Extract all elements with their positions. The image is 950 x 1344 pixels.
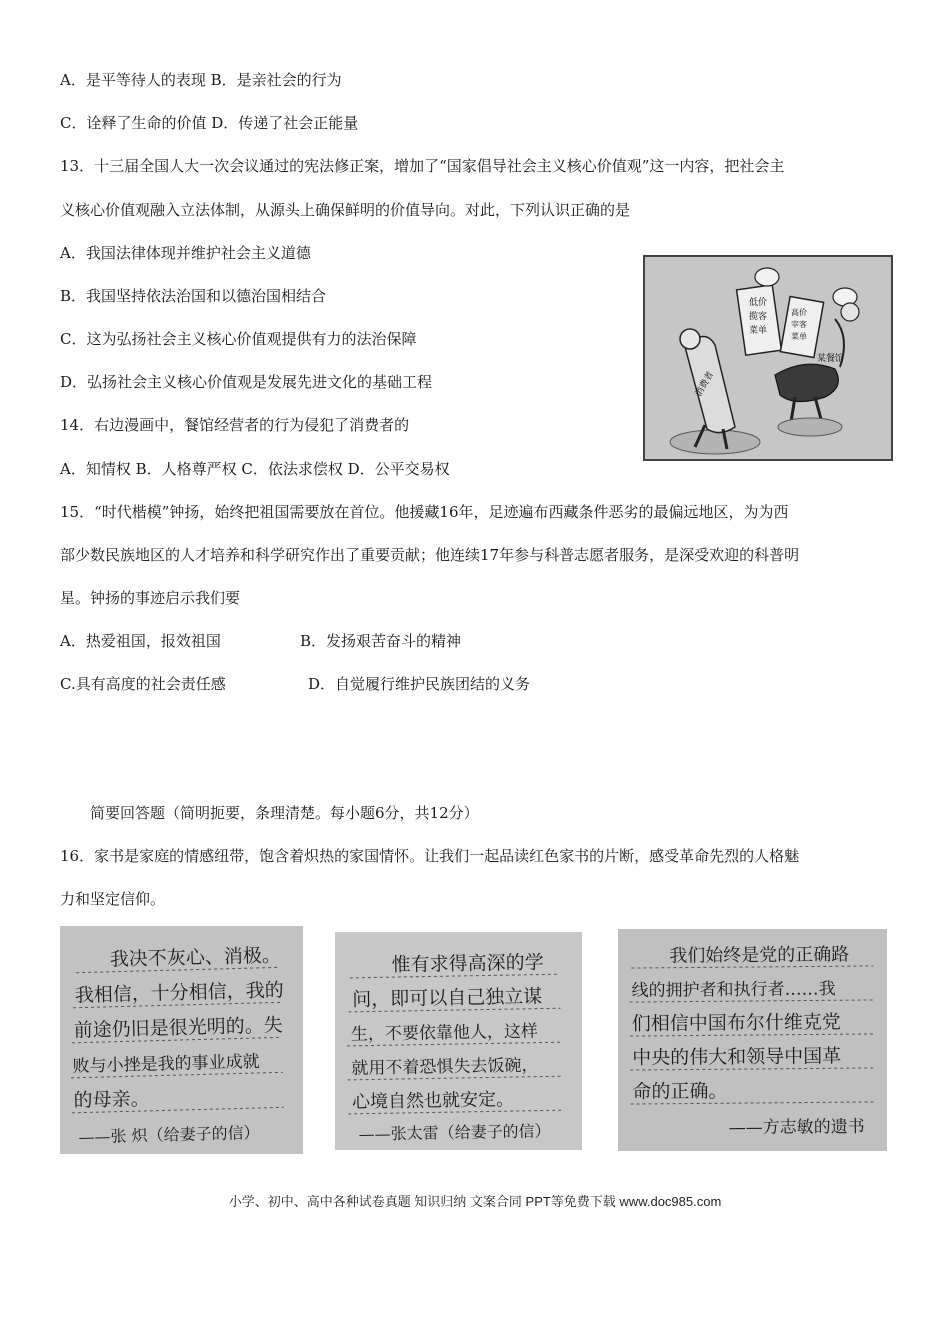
letter-photo-fang-zhimin [618,929,887,1151]
sign-low-1: 低价 [749,298,768,308]
letter-photo-zhang-chi [60,926,303,1154]
sign-low-2: 揽客 [749,312,768,322]
sign-high-1: 高价 [791,308,807,317]
letter-2-line-3: 生，不要依靠他人，这样 [350,1021,539,1045]
restaurant-cartoon [643,255,893,461]
letter-2-line-5: 心境自然也就安定。 [351,1089,515,1113]
q13-option-a: A．我国法律体现并维护社会主义道德 [60,244,311,262]
q12-options-ab: A．是平等待人的表现 B．是亲社会的行为 [60,71,342,89]
q13-option-c: C．这为弘扬社会主义核心价值观提供有力的法治保障 [60,330,417,348]
letter-2-signature: ——张太雷（给妻子的信） [358,1121,551,1144]
letter-1-line-1: 我决不灰心、消极。 [109,944,282,971]
letter-3-line-2: 线的拥护者和执行者……我 [631,979,836,1002]
letter-1-line-3: 前途仍旧是很光明的。失 [73,1014,283,1042]
letter-3-line-3: 们相信中国布尔什维克党 [631,1011,841,1036]
q14-stem: 14．右边漫画中，餐馆经营者的行为侵犯了消费者的 [60,416,410,434]
q13-stem-line1: 13．十三届全国人大一次会议通过的宪法修正案，增加了“国家倡导社会主义核心价值观”这一内容，把社会主 [60,157,785,175]
q15-stem-line3: 星。钟扬的事迹启示我们要 [60,589,241,607]
q15-option-c: C.具有高度的社会责任感 [60,675,226,693]
letter-photo-zhang-tailei [335,932,582,1150]
restaurant-label: 某餐馆 [817,354,845,364]
letter-1-line-2: 我相信，十分相信，我的 [74,979,285,1007]
letter-3-line-4: 中央的伟大和领导中国革 [632,1045,842,1070]
letter-2-line-1: 惟有求得高深的学 [391,951,544,977]
sign-low-3: 菜单 [749,326,768,336]
section-heading: 简要回答题（简明扼要，条理清楚。每小题6分，共12分） [90,804,479,822]
letter-3-line-5: 命的正确。 [632,1080,728,1104]
q15-stem-line1: 15．“时代楷模”钟扬，始终把祖国需要放在首位。他援藏16年，足迹遍布西藏条件恶劣的最偏远地区，为为西 [60,503,789,521]
letter-2-text [335,932,582,1150]
q13-option-d: D．弘扬社会主义核心价值观是发展先进文化的基础工程 [60,373,433,391]
cartoon-drawing [645,257,891,459]
q16-stem-line1: 16．家书是家庭的情感纽带，饱含着炽热的家国情怀。让我们一起品读红色家书的片断，感受革命先烈的人格魅 [60,847,800,865]
letter-1-signature: ——张 炽（给妻子的信） [78,1122,260,1147]
q12-options-cd: C．诠释了生命的价值 D．传递了社会正能量 [60,114,359,132]
q16-stem-line2: 力和坚定信仰。 [60,890,166,908]
q13-stem-line2: 义核心价值观融入立法体制，从源头上确保鲜明的价值导向。对此，下列认识正确的是 [60,201,631,219]
letter-2-line-4: 就用不着恐惧失去饭碗， [351,1055,539,1079]
q14-options: A．知情权 B．人格尊严权 C．依法求偿权 D．公平交易权 [60,460,450,478]
footer-download-notice: 小学、初中、高中各种试卷真题 知识归纳 文案合同 PPT等免费下载 www.doc985.com [228,1194,722,1209]
q15-stem-line2: 部少数民族地区的人才培养和科学研究作出了重要贡献；他连续17年参与科普志愿者服务，是深受欢迎的科普明 [60,546,800,564]
q15-option-b: B．发扬艰苦奋斗的精神 [300,632,462,650]
letter-1-line-4: 败与小挫是我的事业成就 [72,1051,260,1077]
letter-2-line-2: 问，即可以自己独立谋 [352,985,543,1011]
letter-3-line-1: 我们始终是党的正确路 [669,944,850,967]
letter-1-line-5: 的母亲。 [73,1087,150,1112]
sign-high-3: 菜单 [791,332,807,341]
q15-option-d: D．自觉履行维护民族团结的义务 [308,675,531,693]
sign-high-2: 宰客 [791,320,807,329]
q13-option-b: B．我国坚持依法治国和以德治国相结合 [60,287,327,305]
q15-option-a: A．热爱祖国，报效祖国 [60,632,221,650]
letter-3-text [618,929,887,1151]
consumer-label: 消费者 [693,370,717,399]
letter-3-signature: ——方志敏的遗书 [728,1117,865,1139]
letter-1-text [60,926,303,1154]
